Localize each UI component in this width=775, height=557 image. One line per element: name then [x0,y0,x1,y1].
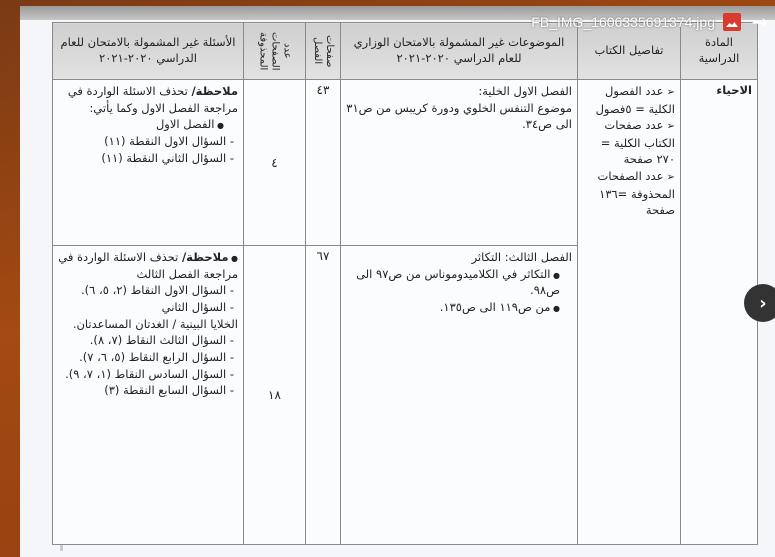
header-chapter-pages-text: صفحات الفصل [312,34,335,68]
note-item: - السؤال الرابع النقاط (٥، ٦، ٧). [58,349,238,366]
subject-name: الاحياء [716,83,752,97]
header-subject: المادة الدراسية [681,23,758,80]
note-text [58,249,238,282]
note-item: - السؤال الثاني النقطة (١١) [58,150,238,167]
note-extra-line: الخلايا البينية / الغدتان المساعدتان. [72,316,238,331]
next-image-button[interactable] [744,284,775,322]
topic-bullet: ● من ص١١٩ الى ص١٣٥. [346,299,572,316]
note-body: تحذف الاسئلة الواردة في مراجعة الفصل الثالث [58,250,238,281]
header-topics: الموضوعات غير المشمولة بالامتحان الوزاري للعام الدراسي ٢٠٢٠-٢٠٢١ [341,23,578,80]
image-icon [723,13,741,31]
note-bullet: ● الفصل الاول [58,116,238,133]
notes-cell [53,80,244,246]
arrow-right-icon[interactable]: → [751,10,769,34]
topic-title: الفصل الثالث: التكاثر [471,250,572,264]
note-item: - السؤال السادس النقاط (١، ٧، ٩). [58,366,238,383]
note-label: ملاحظة/ [191,84,238,98]
chevron-right-icon: › [759,292,767,314]
image-viewer-page [20,6,775,557]
book-detail-item: ➢ عدد الفصول الكلية = ٥فصول [583,83,675,117]
note-body: تحذف الاسئلة الواردة في مراجعة الفصل الاول وكما يأتي: [67,84,238,115]
topic-line: موضوع التنفس الخلوي ودورة كريبس من ص٣١ الى ص٣٤. [346,100,572,132]
topic-title: الفصل الاول الخلية: [478,84,572,98]
topics-cell [341,246,578,545]
table-row [53,80,758,246]
chapter-pages-cell: ٤٣ [306,80,341,246]
note-item: - السؤال الثالث النقاط (٧، ٨). [58,332,238,349]
topics-cell [341,80,578,246]
header-questions: الأسئلة غير المشمولة بالامتحان للعام الدراسي ٢٠٢٠-٢٠٢١ [53,23,244,80]
header-deleted-pages-text: عدد الصفحات المحذوفة [257,31,293,71]
note-label: ملاحظة/ [181,250,229,264]
header-chapter-pages [306,23,341,80]
exam-exclusions-table [52,22,758,545]
header-book-details: تفاصيل الكتاب [578,23,681,80]
viewer-topbar [471,6,775,38]
note-item: - السؤال السابع النقطة (٣) [58,382,238,399]
book-detail-item: ➢ عدد الصفحات المحذوفة =١٣٦ صفحة [583,168,675,219]
chapter-pages-cell: ٦٧ [306,246,341,545]
book-details-cell [578,80,681,545]
note-item: - السؤال الاول النقطة (١١) [58,133,238,150]
file-name: FB_IMG_1606335691374.jpg [531,14,715,30]
note-item: - السؤال الاول النقاط (٢، ٥، ٦). [58,282,238,299]
book-detail-item: ➢ عدد صفحات الكتاب الكلية = ٢٧٠ صفحة [583,117,675,168]
note-text [58,83,238,116]
notes-cell [53,246,244,545]
deleted-pages-cell: ١٨ [244,246,306,545]
header-deleted-pages [244,23,306,80]
note-item: - السؤال الثاني [58,299,238,316]
deleted-pages-cell: ٤ [244,80,306,246]
topic-bullet: ● التكاثر في الكلاميدوموناس من ص٩٧ الى ص٩٨. [346,266,572,299]
